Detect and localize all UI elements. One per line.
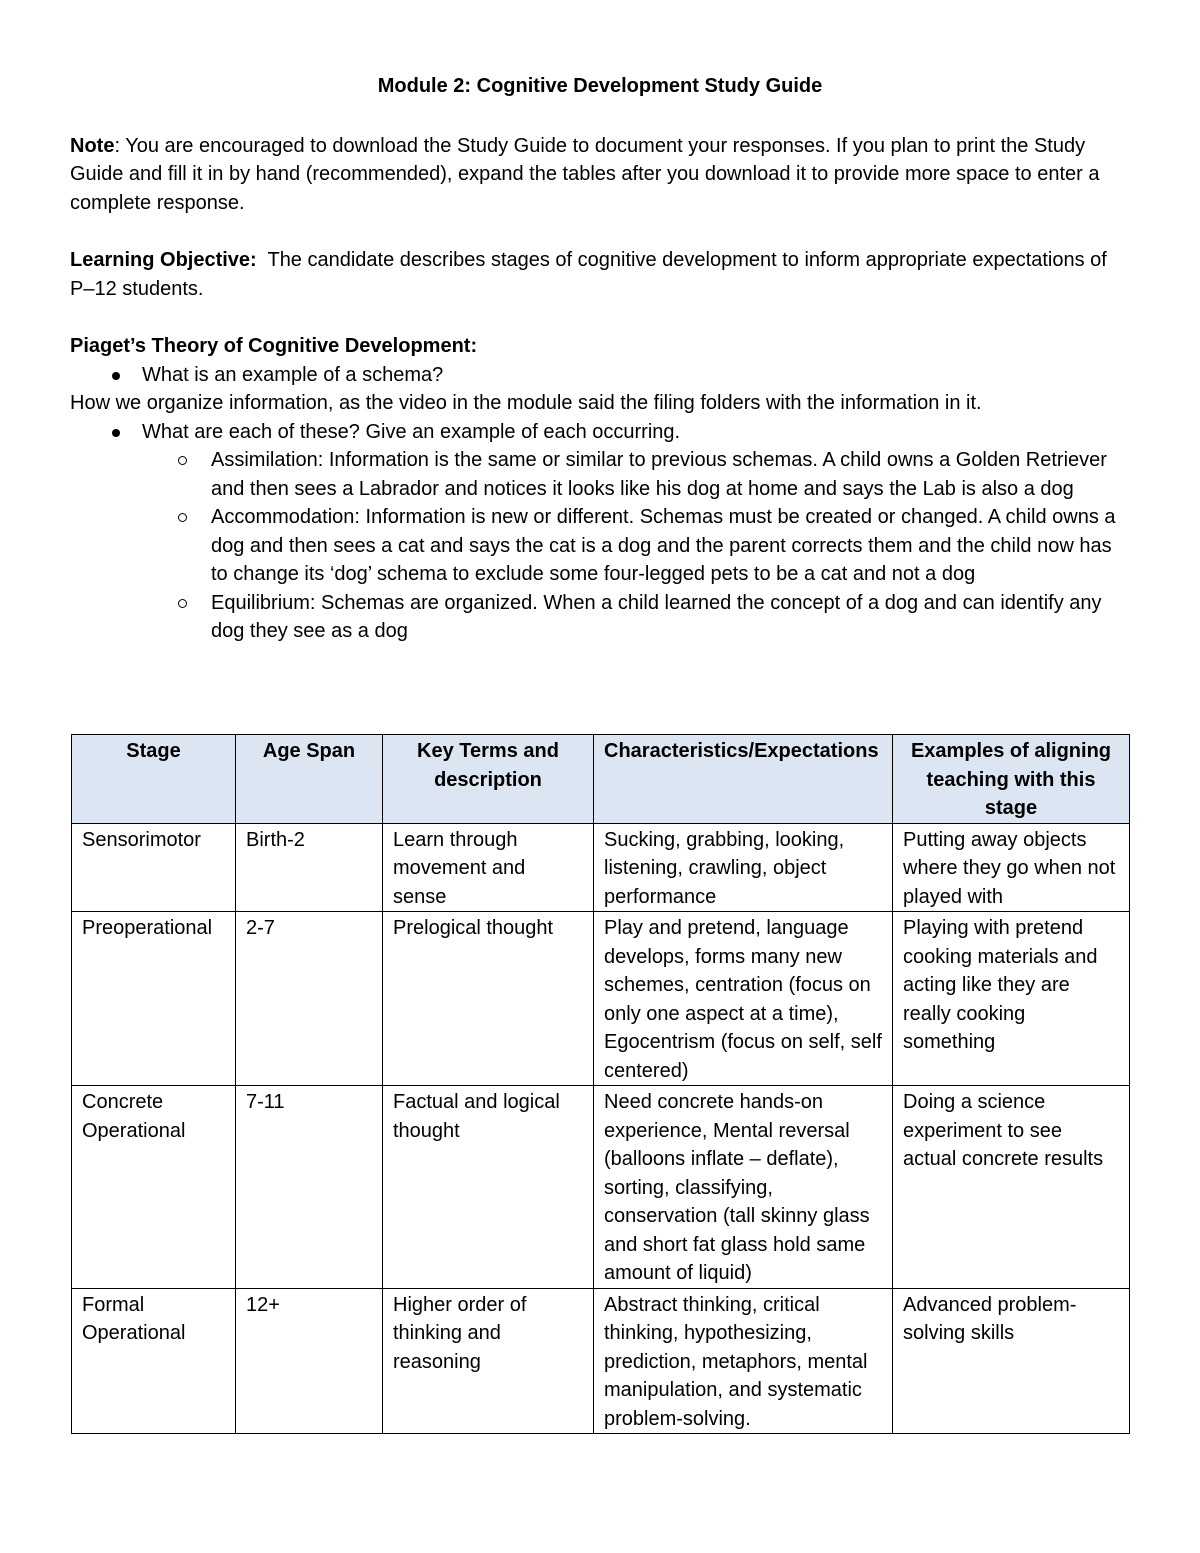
table-row [72, 1288, 1130, 1434]
cell-examples: Putting away objects where they go when not played with [893, 823, 1130, 912]
cell-key-terms: Prelogical thought [383, 912, 594, 1086]
table-row [72, 1086, 1130, 1289]
question-list-1 [70, 361, 1130, 390]
cell-age-span: 12+ [236, 1288, 383, 1434]
objective-label: Learning Objective: [70, 249, 257, 271]
objective-text: The candidate describes stages of cognitive development to inform appropriate expectations of P–12 students. [70, 249, 1113, 300]
header-stage: Stage [72, 735, 236, 824]
objective-paragraph [70, 246, 1130, 303]
piaget-heading: Piaget’s Theory of Cognitive Development: [70, 335, 478, 357]
header-key-terms: Key Terms and description [383, 735, 594, 824]
cell-age-span: 7-11 [236, 1086, 383, 1289]
note-text: : You are encouraged to download the Study Guide to document your responses. If you plan to print the Study Guide and fill it in by hand (recommended), expand the tables after you download it to provide more space to enter a complete response. [70, 134, 1100, 214]
table-row [72, 912, 1130, 1086]
cell-stage: Formal Operational [72, 1288, 236, 1434]
cell-key-terms: Learn through movement and sense [383, 823, 594, 912]
accommodation-item: Accommodation: Information is new or different. Schemas must be created or changed. A child owns a dog and then sees a cat and says the cat is a dog and the parent corrects them and the child now has to change its ‘dog’ schema to exclude some four-legged pets to be a cat and not a dog [70, 503, 1130, 589]
cell-age-span: 2-7 [236, 912, 383, 1086]
question-schema: What is an example of a schema? [70, 361, 1130, 390]
cell-characteristics: Need concrete hands-on experience, Mental reversal (balloons inflate – deflate), sorting, classifying, conservation (tall skinny glass and short fat glass hold same amount of liquid) [594, 1086, 893, 1289]
table-row [72, 823, 1130, 912]
table-header-row [72, 735, 1130, 824]
page-title: Module 2: Cognitive Development Study Guide [377, 75, 823, 97]
cell-stage: Concrete Operational [72, 1086, 236, 1289]
concept-list [70, 446, 1130, 646]
cell-stage: Sensorimotor [72, 823, 236, 912]
cell-key-terms: Higher order of thinking and reasoning [383, 1288, 594, 1434]
header-characteristics: Characteristics/Expectations [594, 735, 893, 824]
cell-age-span: Birth-2 [236, 823, 383, 912]
question-list-2 [70, 418, 1130, 447]
cell-characteristics: Abstract thinking, critical thinking, hypothesizing, prediction, metaphors, mental manipulation, and systematic problem-solving. [594, 1288, 893, 1434]
cell-examples: Doing a science experiment to see actual concrete results [893, 1086, 1130, 1289]
header-age-span: Age Span [236, 735, 383, 824]
cell-examples: Advanced problem-solving skills [893, 1288, 1130, 1434]
cell-examples: Playing with pretend cooking materials and acting like they are really cooking something [893, 912, 1130, 1086]
header-examples: Examples of aligning teaching with this stage [893, 735, 1130, 824]
equilibrium-item: Equilibrium: Schemas are organized. When a child learned the concept of a dog and can identify any dog they see as a dog [70, 589, 1130, 646]
cell-characteristics: Sucking, grabbing, looking, listening, crawling, object performance [594, 823, 893, 912]
cell-stage: Preoperational [72, 912, 236, 1086]
question-each: What are each of these? Give an example of each occurring. [70, 418, 1130, 447]
document-page [70, 72, 1130, 646]
stages-table [71, 734, 1130, 1434]
note-label: Note [70, 134, 115, 157]
note-paragraph [70, 132, 1130, 218]
cell-characteristics: Play and pretend, language develops, forms many new schemes, centration (focus on only one aspect at a time), Egocentrism (focus on self, self centered) [594, 912, 893, 1086]
cell-key-terms: Factual and logical thought [383, 1086, 594, 1289]
schema-answer: How we organize information, as the video in the module said the filing folders with the information in it. [70, 392, 982, 414]
assimilation-item: Assimilation: Information is the same or similar to previous schemas. A child owns a Golden Retriever and then sees a Labrador and notices it looks like his dog at home and says the Lab is also a dog [70, 446, 1130, 503]
